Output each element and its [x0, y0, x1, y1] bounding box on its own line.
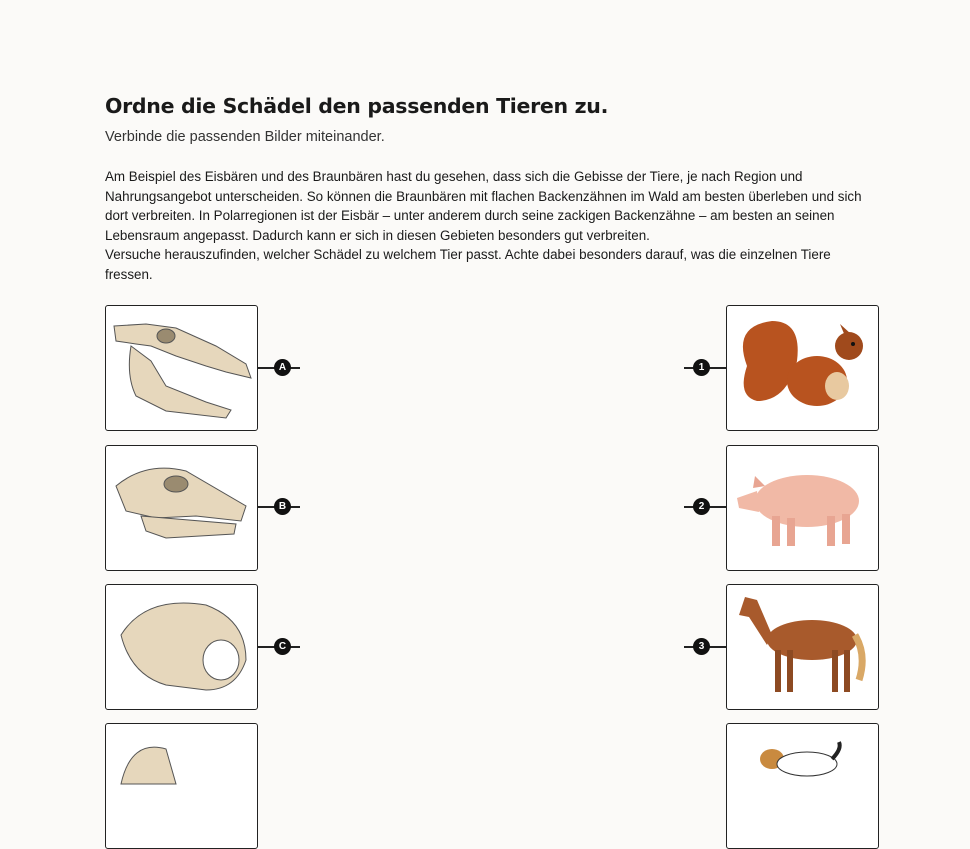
skull-card-a[interactable] — [105, 305, 258, 431]
connector-point-c[interactable]: C — [274, 638, 291, 655]
instructions — [105, 167, 865, 285]
pig-skull-image — [106, 446, 257, 570]
horse-image — [727, 585, 878, 709]
connector-point-2[interactable]: 2 — [693, 498, 710, 515]
skull-card-b[interactable] — [105, 445, 258, 571]
animal-card-2[interactable] — [726, 445, 879, 571]
skull-card-c[interactable] — [105, 584, 258, 710]
connector-point-b[interactable]: B — [274, 498, 291, 515]
page-subtitle: Verbinde die passenden Bilder miteinander. — [105, 129, 385, 145]
animal-card-3[interactable] — [726, 584, 879, 710]
connector-point-a[interactable]: A — [274, 359, 291, 376]
instructions-paragraph: Versuche herauszufinden, welcher Schädel zu welchem Tier passt. Achte dabei besonders darauf, was die einzelnen Tiere fressen. — [105, 247, 831, 282]
instructions-paragraph: Am Beispiel des Eisbären und des Braunbären hast du gesehen, dass sich die Gebisse der Tiere, je nach Region und Nahrungsangebot unterscheiden. So können die Braunbären mit flachen Backenzähnen im Wald am besten überleben und sich dort verbreiten. In Polarregionen ist der Eisbär – unter anderem durch seine zackigen Backenzähne – am besten an seinen Lebensraum angepasst. Dadurch kann er sich in diesen Gebieten besonders gut verbreiten. — [105, 169, 862, 243]
connector-point-3[interactable]: 3 — [693, 638, 710, 655]
dog-skull-image — [106, 724, 257, 848]
skull-card-d[interactable] — [105, 723, 258, 849]
animal-card-1[interactable] — [726, 305, 879, 431]
page-title: Ordne die Schädel den passenden Tieren zu. — [105, 94, 609, 118]
beagle-image — [727, 724, 878, 848]
squirrel-image — [727, 306, 878, 430]
animal-card-4[interactable] — [726, 723, 879, 849]
horse-skull-image — [106, 306, 257, 430]
squirrel-skull-image — [106, 585, 257, 709]
connector-point-1[interactable]: 1 — [693, 359, 710, 376]
pig-image — [727, 446, 878, 570]
